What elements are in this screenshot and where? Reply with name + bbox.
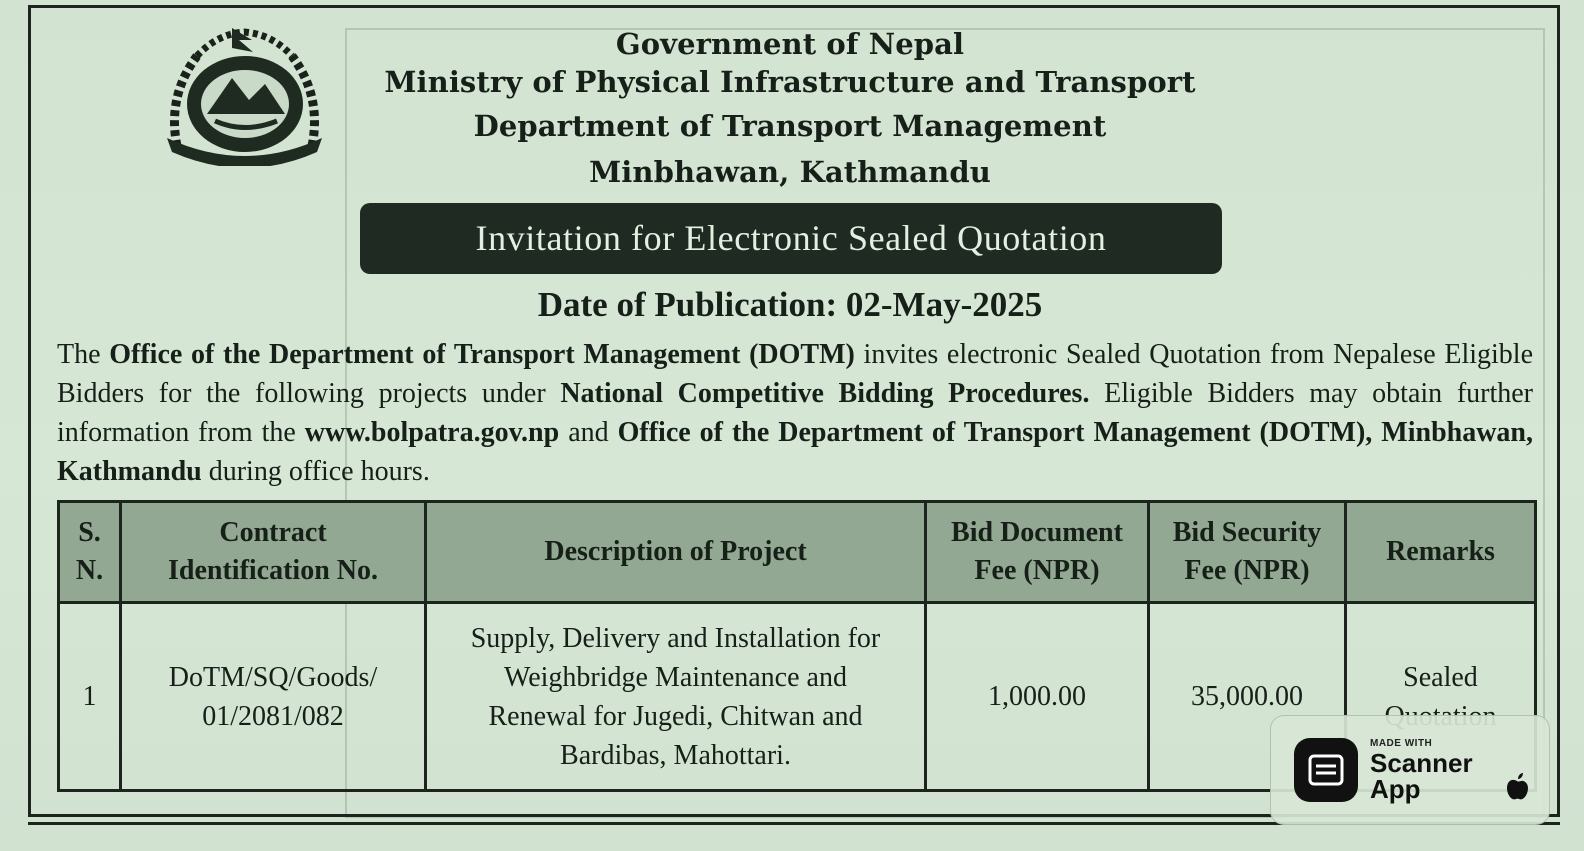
publication-date (380, 285, 1200, 325)
cell-doc-fee: 1,000.00 (926, 603, 1149, 791)
notice-body-paragraph (57, 335, 1533, 491)
publication-date-value: 02-May-2025 (845, 285, 1043, 324)
cell-contract-id-part1: DoTM/SQ/Goods/ (168, 661, 378, 693)
header-description: Description of Project (426, 502, 926, 603)
cell-security-fee: 35,000.00 (1149, 603, 1346, 791)
body-procedure-name: National Competitive Bidding Procedures. (560, 378, 1090, 409)
scanner-app-name: Scanner App (1370, 748, 1473, 804)
header-government: Government of Nepal (615, 27, 965, 61)
cell-sn: 1 (59, 603, 121, 791)
body-text-segment: invites electronic Sealed Quotation from Nepalese Eligible Bidders for the following projects under (57, 339, 1534, 409)
body-text-segment: during office hours. (201, 456, 430, 487)
nepal-emblem-icon (157, 26, 332, 166)
body-website: www.bolpatra.gov.np (304, 417, 560, 448)
scanner-app-watermark (1270, 715, 1550, 825)
made-with-label: MADE WITH (1370, 738, 1433, 749)
body-text-segment: The (57, 339, 110, 370)
header-department: Department of Transport Management (473, 109, 1107, 143)
body-office-name: Office of the Department of Transport Management (DOTM) (109, 339, 855, 370)
publication-date-label: Date of Publication: (537, 285, 838, 324)
body-text-segment: and (559, 417, 618, 448)
body-text-segment: Eligible Bidders may obtain further information from the (57, 378, 1534, 448)
cell-remarks: Sealed (1346, 603, 1536, 791)
apple-icon (1504, 772, 1530, 802)
header-security-fee: Bid Security Fee (NPR) (1149, 502, 1346, 603)
header-ministry: Ministry of Physical Infrastructure and Transport (384, 65, 1196, 99)
header-location: Minbhawan, Kathmandu (589, 155, 991, 189)
header-sn: S. N. (59, 502, 121, 603)
notice-title-banner: Invitation for Electronic Sealed Quotation (360, 203, 1222, 274)
header-remarks: Remarks (1346, 502, 1536, 603)
cell-contract-id (121, 603, 426, 791)
cell-description: Supply, Delivery and Installation for Weighbridge Maintenance and Renewal for Jugedi, Chitwan and Bardibas, Mahottari. (426, 603, 926, 791)
body-office-address: Office of the Department of Transport Management (DOTM), Minbhawan, Kathmandu (57, 417, 1534, 487)
cell-contract-id-part2: 01/2081/082 (202, 700, 344, 732)
header-contract-id: Contract Identification No. (121, 502, 426, 603)
header-doc-fee: Bid Document Fee (NPR) (926, 502, 1149, 603)
table-header-row (59, 502, 1536, 603)
scanner-app-icon (1294, 738, 1358, 802)
